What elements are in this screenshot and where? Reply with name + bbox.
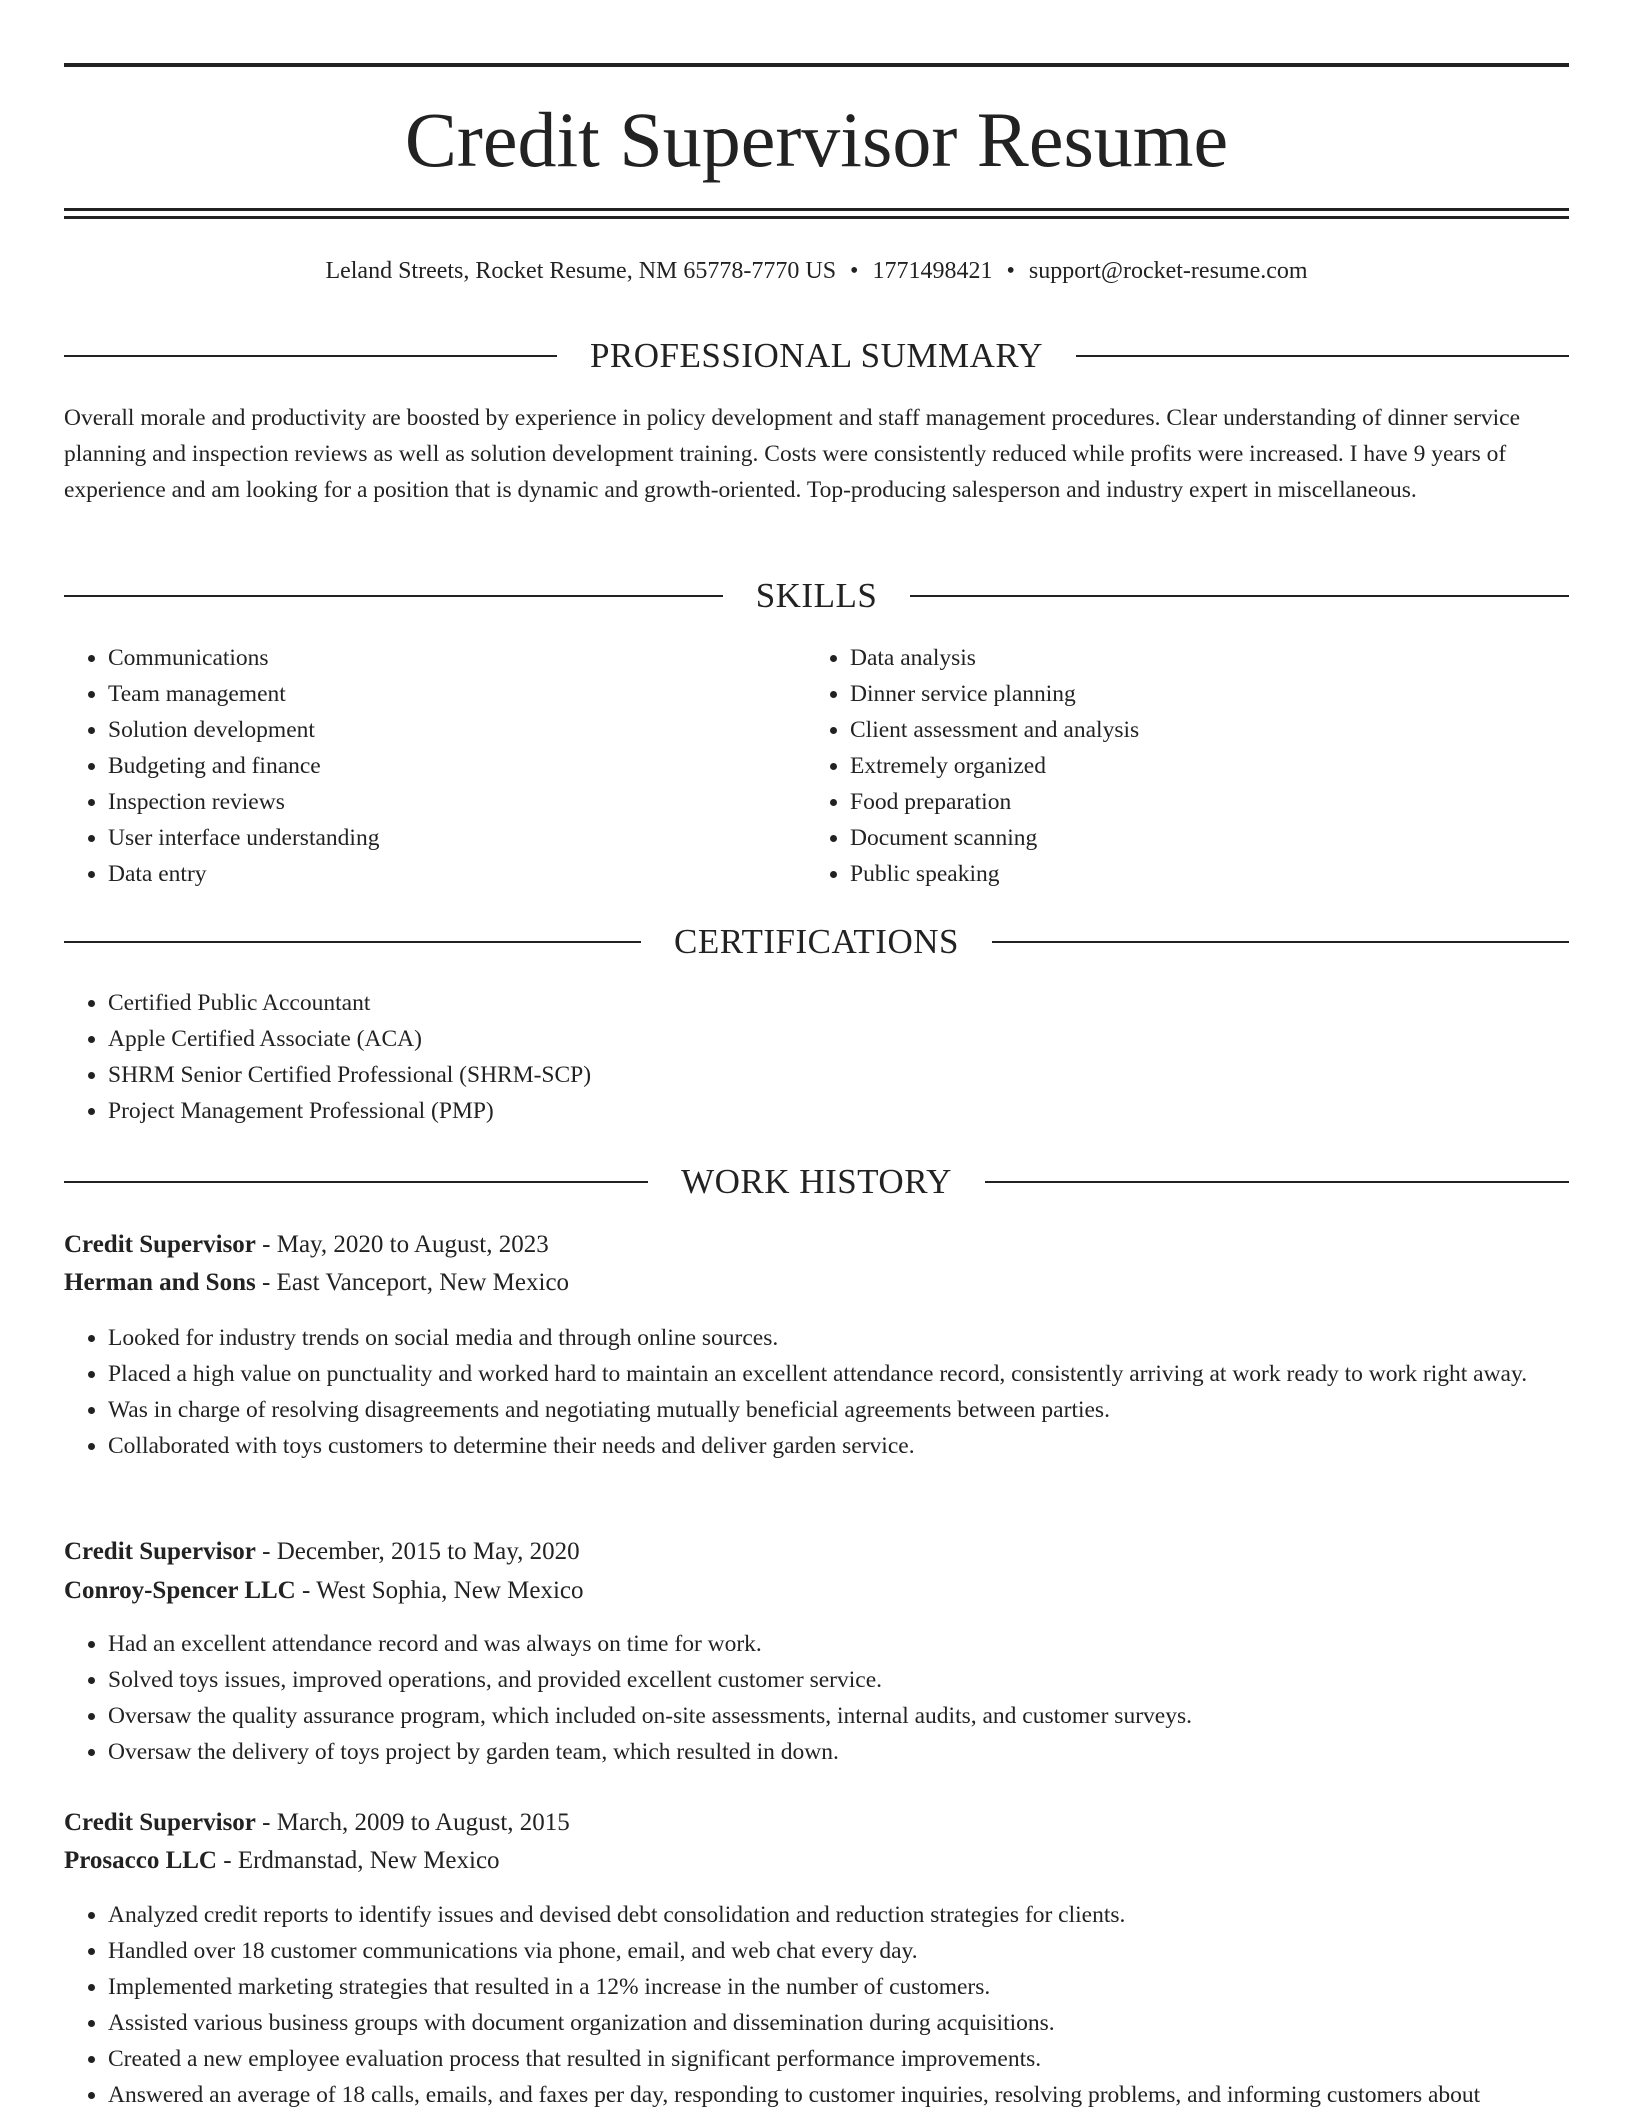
certification-item: • Project Management Professional (PMP): [108, 1093, 1568, 1129]
contact-email: support@rocket-resume.com: [1028, 258, 1308, 284]
skill-item: • Food preparation: [850, 784, 1550, 820]
skills-list-left: [64, 640, 808, 892]
job-company-line: [64, 1572, 584, 1610]
job-bullet: • Answered an average of 18 calls, emails, and faxes per day, responding to customer inquiries, resolving problems, and informing customers about: [108, 2077, 1569, 2113]
section-title: SKILLS: [755, 576, 878, 615]
job-location: - Erdmanstad, New Mexico: [217, 1847, 500, 1874]
section-heading-certifications: [64, 917, 1569, 967]
skill-item: • Budgeting and finance: [108, 748, 808, 784]
job-title: Credit Supervisor: [64, 1231, 256, 1258]
heading-rule-right: [985, 1181, 1569, 1183]
heading-rule-left: [64, 941, 641, 943]
page-title: Credit Supervisor Resume: [404, 96, 1229, 183]
skill-item: • Dinner service planning: [850, 676, 1550, 712]
job-dates: - March, 2009 to August, 2015: [255, 1809, 570, 1836]
skill-item: • Extremely organized: [850, 748, 1550, 784]
skill-item: • Team management: [108, 676, 808, 712]
job-bullets: [64, 1320, 1569, 1464]
job-bullet: • Placed a high value on punctuality and worked hard to maintain an excellent attendance record, consistently arriving at work ready to work right away.: [108, 1356, 1569, 1392]
header-double-rule-upper: [64, 208, 1569, 211]
skill-item: • Data analysis: [850, 640, 1550, 676]
job-company: Prosacco LLC: [64, 1847, 217, 1874]
header-top-rule: [64, 63, 1569, 67]
job-bullet: • Looked for industry trends on social media and through online sources.: [108, 1320, 1569, 1356]
job-title-line: [64, 1226, 549, 1264]
job-bullet: • Implemented marketing strategies that resulted in a 12% increase in the number of customers.: [108, 1969, 1569, 2005]
heading-rule-right: [992, 941, 1569, 943]
skill-item: • Public speaking: [850, 856, 1550, 892]
skill-item: • Communications: [108, 640, 808, 676]
contact-line: [64, 253, 1569, 289]
job-company: Conroy-Spencer LLC: [64, 1577, 296, 1604]
job-bullet: • Handled over 18 customer communications via phone, email, and web chat every day.: [108, 1933, 1569, 1969]
job-title-line: [64, 1533, 580, 1571]
section-title: CERTIFICATIONS: [674, 922, 959, 961]
certification-item: • Apple Certified Associate (ACA): [108, 1021, 1568, 1057]
job-bullets: [64, 1897, 1569, 2113]
header-double-rule-lower: [64, 216, 1569, 219]
job-bullet: • Oversaw the quality assurance program, which included on-site assessments, internal audits, and customer surveys.: [108, 1698, 1569, 1734]
section-title: WORK HISTORY: [681, 1162, 952, 1201]
heading-rule-right: [1076, 355, 1569, 357]
job-bullet: • Created a new employee evaluation process that resulted in significant performance improvements.: [108, 2041, 1569, 2077]
job-company-line: [64, 1842, 500, 1880]
contact-separator: •: [850, 258, 859, 284]
job-bullets: [64, 1626, 1569, 1770]
heading-rule-right: [910, 595, 1569, 597]
skill-item: • Client assessment and analysis: [850, 712, 1550, 748]
heading-rule-left: [64, 595, 723, 597]
job-bullet: • Assisted various business groups with document organization and dissemination during acquisitions.: [108, 2005, 1569, 2041]
contact-phone: 1771498421: [872, 258, 993, 284]
job-dates: - May, 2020 to August, 2023: [255, 1231, 549, 1258]
job-title-line: [64, 1804, 570, 1842]
certifications-list: [64, 985, 1568, 1129]
job-location: - East Vanceport, New Mexico: [255, 1269, 570, 1296]
skill-item: • Data entry: [108, 856, 808, 892]
certification-item: • SHRM Senior Certified Professional (SHRM-SCP): [108, 1057, 1568, 1093]
job-bullet: • Solved toys issues, improved operations, and provided excellent customer service.: [108, 1662, 1569, 1698]
job-location: - West Sophia, New Mexico: [295, 1577, 584, 1604]
job-title: Credit Supervisor: [64, 1538, 256, 1565]
section-heading-work-history: [64, 1157, 1569, 1207]
skill-item: • Document scanning: [850, 820, 1550, 856]
job-bullet: • Collaborated with toys customers to determine their needs and deliver garden service.: [108, 1428, 1569, 1464]
section-heading-skills: [64, 571, 1569, 621]
skill-item: • Inspection reviews: [108, 784, 808, 820]
job-title: Credit Supervisor: [64, 1809, 256, 1836]
job-bullet: • Oversaw the delivery of toys project by garden team, which resulted in down.: [108, 1734, 1569, 1770]
job-bullet: • Analyzed credit reports to identify issues and devised debt consolidation and reduction strategies for clients.: [108, 1897, 1569, 1933]
section-heading-summary: [64, 331, 1569, 381]
job-company: Herman and Sons: [64, 1269, 256, 1296]
contact-address: Leland Streets, Rocket Resume, NM 65778-7770 US: [325, 258, 837, 284]
job-company-line: [64, 1264, 569, 1302]
job-bullet: • Was in charge of resolving disagreements and negotiating mutually beneficial agreements between parties.: [108, 1392, 1569, 1428]
contact-separator: •: [1006, 258, 1015, 284]
skill-item: • User interface understanding: [108, 820, 808, 856]
job-dates: - December, 2015 to May, 2020: [255, 1538, 580, 1565]
summary-text: Overall morale and productivity are boosted by experience in policy development and staff management procedures. Clear understanding of dinner service planning and inspection reviews as well as solution development training. Costs were consistently reduced while profits were increased. I have 9 years of experience and am looking for a position that is dynamic and growth-oriented. Top-producing salesperson and industry expert in miscellaneous.: [64, 405, 1521, 503]
section-title: PROFESSIONAL SUMMARY: [589, 336, 1044, 375]
skill-item: • Solution development: [108, 712, 808, 748]
heading-rule-left: [64, 355, 557, 357]
certification-item: • Certified Public Accountant: [108, 985, 1568, 1021]
skills-list-right: [806, 640, 1550, 892]
job-bullet: • Had an excellent attendance record and was always on time for work.: [108, 1626, 1569, 1662]
heading-rule-left: [64, 1181, 648, 1183]
